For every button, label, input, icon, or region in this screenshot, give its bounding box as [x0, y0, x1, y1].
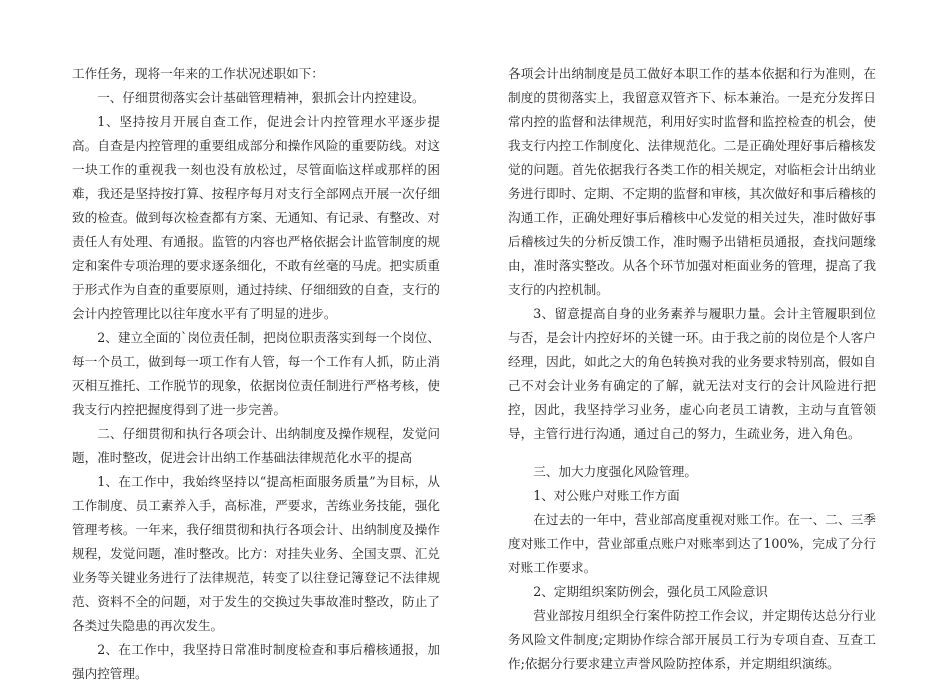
left-column — [72, 62, 440, 686]
section-three-item-1-title: 1、对公账户对账工作方面 — [533, 488, 680, 503]
section-two-item-1: 1、在工作中，我始终坚持以“提高柜面服务质量”为目标，从工作制度、员工素养入手，高标准，严要求，苦练业务技能，强化管理考核。一年来，我仔细贯彻和执行各项会计、出纳制度及操作规程，发觉问题，准时整改。比方：对挂失业务、全国支票、汇兑业务等关键业务进行了法律规范，转变了以往登记簿登记不法律规范、资料不全的问题，对于发生的交换过失事故准时整改，防止了各类过失隐患的再次发生。 — [72, 474, 440, 633]
section-one-item-2: 2、建立全面的`岗位责任制，把岗位职责落实到每一个岗位、每一个员工，做到每一项工作有人管，每一个工作有人抓，防止消灭相互推托、工作脱节的现象，依据岗位责任制进行严格考核，使我支行内控把握度得到了进一步完善。 — [72, 330, 440, 417]
section-one-item-1: 1、坚持按月开展自查工作，促进会计内控管理水平逐步提高。自查是内控管理的重要组成部分和操作风险的重要防线。对这一块工作的重视我一刻也没有放松过，尽管面临这样或那样的困难，我还是坚持按打算、按程序每月对支行全部网点开展一次仔细致的检查。做到每次检查都有方案、无通知、有记录、有整改、对责任人有处理、有通报。监管的内容也严格依据会计监管制度的规定和案件专项治理的要求逐条细化，不敢有丝毫的马虎。把实质重于形式作为自查的重要原则，通过持续、仔细细致的自查，支行的会计内控管理比以往年度水平有了明显的进步。 — [72, 114, 440, 321]
left-intro-paragraph: 工作任务，现将一年来的工作状况述职如下： — [72, 66, 324, 81]
section-three-item-2-body: 营业部按月组织全行案件防控工作会议，并定期传达总分行业务风险文件制度;定期协作综合部开展员工行为专项自查、互查工作;依据分行要求建立声誉风险防控体系，并定期组织演练。 — [508, 608, 876, 671]
section-two-item-2-continued: 各项会计出纳制度是员工做好本职工作的基本依据和行为准则，在制度的贯彻落实上，我留意双管齐下、标本兼治。一是充分发挥日常内控的监督和法律规范，利用好实时监督和监控检查的机会，使我支行内控工作制度化、法律规范化。二是正确处理好事后稽核发觉的问题。首先依据我行各类工作的相关规定，对临柜会计出纳业务进行即时、定期、不定期的监督和审核，其次做好和事后稽核的沟通工作，正确处理好事后稽核中心发觉的相关过失，准时做好事后稽核过失的分析反馈工作，准时赐予出错柜员通报，查找问题缘由，准时落实整改。从各个环节加强对柜面业务的管理，提高了我支行的内控机制。 — [508, 66, 876, 297]
section-three-item-1-body: 在过去的一年中，营业部高度重视对账工作。在一、二、三季度对账工作中，营业部重点账户对账率到达了100%，完成了分行对账工作要求。 — [508, 512, 876, 575]
section-three-item-2-title: 2、定期组织案防例会，强化员工风险意识 — [533, 584, 768, 599]
section-two-item-3: 3、留意提高自身的业务素养与履职力量。会计主管履职到位与否，是会计内控好坏的关键一环。由于我之前的岗位是个人客户经理，因此，如此之大的角色转换对我的业务要求特别高，假如自己不对会计业务有确定的了解，就无法对支行的会计风险进行把控，因此，我坚持学习业务，虚心向老员工请教，主动与直管领导，主管行进行沟通，通过自己的努力，生疏业务，进入角色。 — [508, 306, 876, 441]
section-two-heading: 二、仔细贯彻和执行各项会计、出纳制度及操作规程，发觉问题，准时整改，促进会计出纳工作基础法律规范化水平的提高 — [72, 426, 440, 465]
section-three-heading: 三、加大力度强化风险管理。 — [533, 464, 697, 479]
paragraph-gap — [508, 446, 876, 460]
section-one-heading: 一、仔细贯彻落实会计基础管理精神，狠抓会计内控建设。 — [97, 90, 425, 105]
section-two-item-2: 2、在工作中，我坚持日常准时制度检查和事后稽核通报，加强内控管理。 — [72, 642, 440, 681]
right-column — [508, 62, 876, 676]
